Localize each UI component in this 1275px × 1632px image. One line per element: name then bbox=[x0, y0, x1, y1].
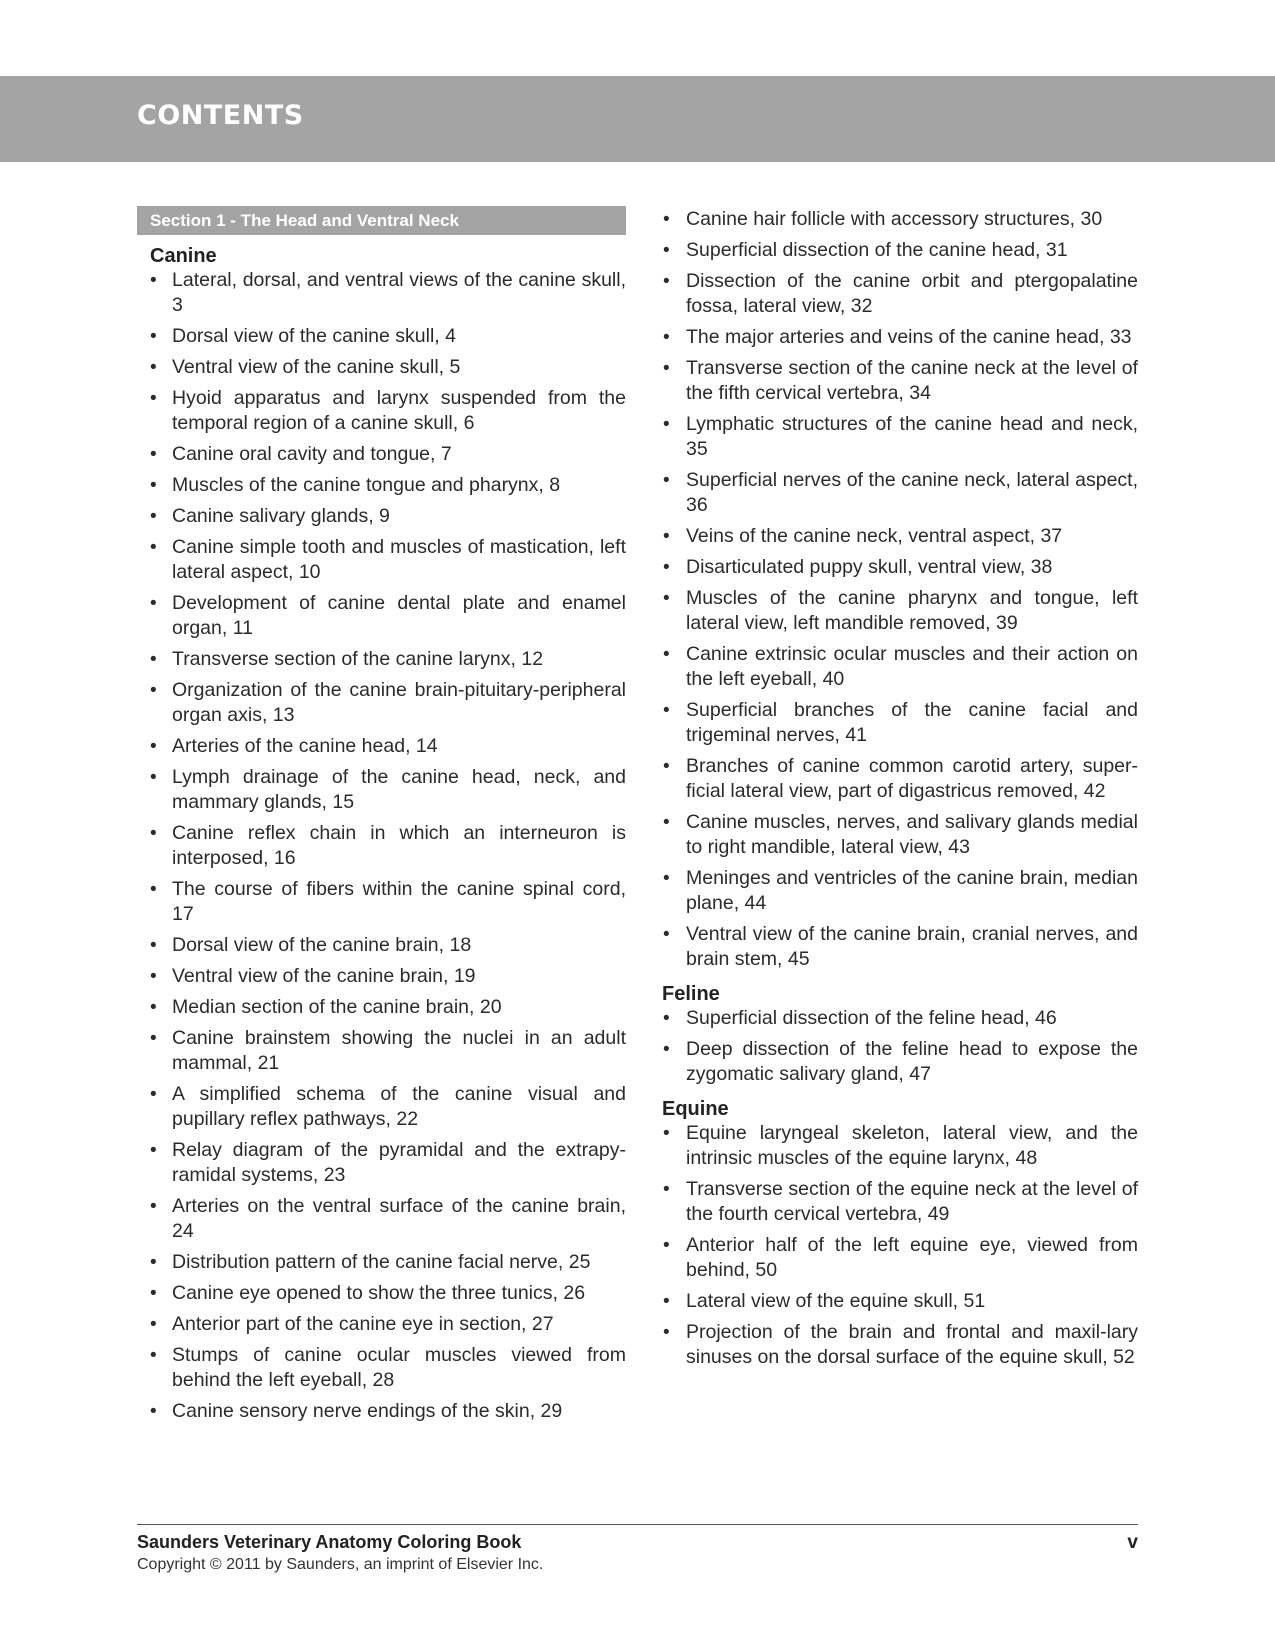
toc-entry bbox=[137, 1082, 626, 1132]
toc-entry bbox=[137, 268, 626, 318]
toc-entry-text: The course of fibers within the canine spinal cord, 17 bbox=[172, 878, 626, 925]
toc-entry-text: Arteries on the ventral surface of the canine brain, 24 bbox=[172, 1195, 626, 1242]
bullet-icon: • bbox=[663, 327, 670, 348]
toc-entry-text: Ventral view of the canine brain, 19 bbox=[172, 965, 476, 987]
toc-entry-text: Superficial branches of the canine facial and trigeminal nerves, 41 bbox=[686, 699, 1138, 746]
toc-entry bbox=[649, 269, 1138, 319]
toc-entry bbox=[649, 207, 1138, 232]
bullet-icon: • bbox=[150, 475, 157, 496]
toc-entry bbox=[649, 555, 1138, 580]
toc-entry bbox=[137, 1281, 626, 1306]
toc-entry-text: Branches of canine common carotid artery, super-ficial lateral view, part of digastricus removed, 42 bbox=[686, 755, 1138, 802]
toc-entry bbox=[649, 238, 1138, 263]
toc-entry bbox=[137, 1138, 626, 1188]
bullet-icon: • bbox=[150, 537, 157, 558]
toc-entry bbox=[137, 324, 626, 349]
toc-entry bbox=[137, 647, 626, 672]
bullet-icon: • bbox=[150, 388, 157, 409]
toc-entry-text: Anterior half of the left equine eye, viewed from behind, 50 bbox=[686, 1234, 1138, 1281]
bullet-icon: • bbox=[663, 1291, 670, 1312]
toc-entry bbox=[649, 524, 1138, 549]
toc-entry-text: Veins of the canine neck, ventral aspect, 37 bbox=[686, 525, 1063, 547]
right-column bbox=[649, 207, 1138, 1376]
bullet-icon: • bbox=[150, 1345, 157, 1366]
toc-entry bbox=[137, 535, 626, 585]
toc-entry-text: Lateral view of the equine skull, 51 bbox=[686, 1290, 986, 1312]
toc-entry bbox=[137, 821, 626, 871]
bullet-icon: • bbox=[663, 868, 670, 889]
bullet-icon: • bbox=[150, 326, 157, 347]
toc-entry bbox=[137, 1399, 626, 1424]
page-number: v bbox=[1127, 1532, 1138, 1553]
toc-entry-text: Canine simple tooth and muscles of mastication, left lateral aspect, 10 bbox=[172, 536, 626, 583]
toc-entry-text: Lymph drainage of the canine head, neck, and mammary glands, 15 bbox=[172, 766, 626, 813]
bullet-icon: • bbox=[150, 1314, 157, 1335]
toc-entry bbox=[137, 442, 626, 467]
bullet-icon: • bbox=[150, 1196, 157, 1217]
bullet-icon: • bbox=[663, 470, 670, 491]
bullet-icon: • bbox=[150, 823, 157, 844]
toc-entry-text: Ventral view of the canine brain, cranial nerves, and brain stem, 45 bbox=[686, 923, 1138, 970]
toc-entry-text: Lateral, dorsal, and ventral views of the canine skull, 3 bbox=[172, 269, 626, 316]
toc-entry bbox=[649, 1121, 1138, 1171]
toc-entry bbox=[649, 1320, 1138, 1370]
bullet-icon: • bbox=[663, 526, 670, 547]
bullet-icon: • bbox=[150, 1283, 157, 1304]
toc-entry-text: Dissection of the canine orbit and ptergopalatine fossa, lateral view, 32 bbox=[686, 270, 1138, 317]
toc-entry-text: Relay diagram of the pyramidal and the extrapy-ramidal systems, 23 bbox=[172, 1139, 626, 1186]
toc-entry-text: Meninges and ventricles of the canine brain, median plane, 44 bbox=[686, 867, 1138, 914]
bullet-icon: • bbox=[663, 1123, 670, 1144]
toc-entry-text: Transverse section of the equine neck at the level of the fourth cervical vertebra, 49 bbox=[686, 1178, 1138, 1225]
page-title: CONTENTS bbox=[137, 100, 304, 131]
toc-entry bbox=[649, 412, 1138, 462]
toc-entry-text: The major arteries and veins of the canine head, 33 bbox=[686, 326, 1132, 348]
bullet-icon: • bbox=[150, 1140, 157, 1161]
bullet-icon: • bbox=[150, 879, 157, 900]
toc-entry bbox=[649, 922, 1138, 972]
toc-entry-text: Muscles of the canine pharynx and tongue, left lateral view, left mandible removed, 39 bbox=[686, 587, 1138, 634]
group-title-canine: Canine bbox=[150, 245, 217, 267]
toc-entry-text: Muscles of the canine tongue and pharynx, 8 bbox=[172, 474, 561, 496]
footer-copyright: Copyright © 2011 by Saunders, an imprint of Elsevier Inc. bbox=[137, 1556, 544, 1573]
toc-entry bbox=[649, 810, 1138, 860]
bullet-icon: • bbox=[663, 414, 670, 435]
bullet-icon: • bbox=[663, 588, 670, 609]
toc-entry-text: Lymphatic structures of the canine head and neck, 35 bbox=[686, 413, 1138, 460]
toc-entry-text: A simplified schema of the canine visual and pupillary reflex pathways, 22 bbox=[172, 1083, 626, 1130]
toc-entry bbox=[649, 1037, 1138, 1087]
bullet-icon: • bbox=[150, 593, 157, 614]
bullet-icon: • bbox=[150, 1401, 157, 1422]
bullet-icon: • bbox=[150, 506, 157, 527]
toc-entry bbox=[649, 468, 1138, 518]
bullet-icon: • bbox=[663, 1322, 670, 1343]
toc-entry bbox=[137, 355, 626, 380]
toc-entry bbox=[137, 1250, 626, 1275]
toc-entry bbox=[137, 995, 626, 1020]
toc-entry bbox=[137, 765, 626, 815]
toc-entry-text: Canine brainstem showing the nuclei in an adult mammal, 21 bbox=[172, 1027, 626, 1074]
toc-entry bbox=[649, 1006, 1138, 1031]
toc-entry bbox=[137, 734, 626, 759]
toc-entry-text: Canine eye opened to show the three tunics, 26 bbox=[172, 1282, 586, 1304]
bullet-icon: • bbox=[663, 358, 670, 379]
toc-entry-text: Projection of the brain and frontal and maxil-lary sinuses on the dorsal surface of the equine skull, 52 bbox=[686, 1321, 1138, 1368]
footer-book-title: Saunders Veterinary Anatomy Coloring Book bbox=[137, 1532, 522, 1552]
toc-entry bbox=[649, 754, 1138, 804]
toc-entry bbox=[137, 964, 626, 989]
toc-entry-text: Ventral view of the canine skull, 5 bbox=[172, 356, 461, 378]
toc-entry bbox=[137, 1312, 626, 1337]
bullet-icon: • bbox=[150, 997, 157, 1018]
group-title-equine: Equine bbox=[662, 1098, 729, 1120]
toc-entry bbox=[137, 1194, 626, 1244]
toc-entry-text: Development of canine dental plate and enamel organ, 11 bbox=[172, 592, 626, 639]
toc-entry-text: Superficial dissection of the feline head, 46 bbox=[686, 1007, 1057, 1029]
bullet-icon: • bbox=[663, 1235, 670, 1256]
bullet-icon: • bbox=[150, 935, 157, 956]
toc-entry bbox=[649, 1289, 1138, 1314]
toc-entry bbox=[649, 698, 1138, 748]
canine-entries-left bbox=[137, 268, 626, 1424]
toc-entry-text: Canine hair follicle with accessory structures, 30 bbox=[686, 208, 1103, 230]
bullet-icon: • bbox=[150, 1028, 157, 1049]
bullet-icon: • bbox=[150, 444, 157, 465]
toc-entry-text: Superficial nerves of the canine neck, lateral aspect, 36 bbox=[686, 469, 1138, 516]
bullet-icon: • bbox=[663, 1008, 670, 1029]
bullet-icon: • bbox=[150, 767, 157, 788]
toc-entry-text: Hyoid apparatus and larynx suspended from the temporal region of a canine skull, 6 bbox=[172, 387, 626, 434]
toc-entry bbox=[137, 1026, 626, 1076]
toc-entry-text: Distribution pattern of the canine facial nerve, 25 bbox=[172, 1251, 591, 1273]
toc-entry-text: Canine salivary glands, 9 bbox=[172, 505, 390, 527]
toc-entry bbox=[137, 933, 626, 958]
toc-entry-text: Arteries of the canine head, 14 bbox=[172, 735, 438, 757]
group-title-feline: Feline bbox=[662, 983, 720, 1005]
toc-entry-text: Dorsal view of the canine skull, 4 bbox=[172, 325, 456, 347]
toc-entry bbox=[649, 325, 1138, 350]
bullet-icon: • bbox=[663, 209, 670, 230]
toc-entry-text: Organization of the canine brain-pituitary-peripheral organ axis, 13 bbox=[172, 679, 626, 726]
toc-entry bbox=[649, 1177, 1138, 1227]
bullet-icon: • bbox=[663, 924, 670, 945]
toc-entry-text: Stumps of canine ocular muscles viewed from behind the left eyeball, 28 bbox=[172, 1344, 626, 1391]
toc-entry bbox=[137, 1343, 626, 1393]
bullet-icon: • bbox=[150, 736, 157, 757]
bullet-icon: • bbox=[663, 644, 670, 665]
feline-entries bbox=[649, 1006, 1138, 1087]
canine-entries-right bbox=[649, 207, 1138, 972]
bullet-icon: • bbox=[150, 357, 157, 378]
toc-entry-text: Canine oral cavity and tongue, 7 bbox=[172, 443, 452, 465]
bullet-icon: • bbox=[150, 270, 157, 291]
bullet-icon: • bbox=[150, 649, 157, 670]
toc-entry bbox=[137, 386, 626, 436]
toc-entry bbox=[649, 866, 1138, 916]
toc-entry bbox=[137, 591, 626, 641]
toc-entry-text: Transverse section of the canine larynx, 12 bbox=[172, 648, 544, 670]
toc-entry bbox=[649, 1233, 1138, 1283]
bullet-icon: • bbox=[663, 1039, 670, 1060]
toc-entry-text: Canine extrinsic ocular muscles and their action on the left eyeball, 40 bbox=[686, 643, 1138, 690]
toc-entry-text: Median section of the canine brain, 20 bbox=[172, 996, 502, 1018]
toc-entry-text: Disarticulated puppy skull, ventral view, 38 bbox=[686, 556, 1053, 578]
bullet-icon: • bbox=[663, 240, 670, 261]
toc-entry bbox=[137, 504, 626, 529]
toc-entry bbox=[649, 642, 1138, 692]
toc-entry-text: Dorsal view of the canine brain, 18 bbox=[172, 934, 472, 956]
toc-entry bbox=[137, 877, 626, 927]
bullet-icon: • bbox=[150, 1252, 157, 1273]
toc-entry-text: Superficial dissection of the canine head, 31 bbox=[686, 239, 1068, 261]
toc-entry bbox=[137, 473, 626, 498]
toc-entry-text: Deep dissection of the feline head to expose the zygomatic salivary gland, 47 bbox=[686, 1038, 1138, 1085]
toc-entry-text: Anterior part of the canine eye in section, 27 bbox=[172, 1313, 554, 1335]
bullet-icon: • bbox=[663, 812, 670, 833]
left-column bbox=[137, 206, 626, 1430]
toc-entry bbox=[137, 678, 626, 728]
bullet-icon: • bbox=[150, 966, 157, 987]
bullet-icon: • bbox=[150, 1084, 157, 1105]
bullet-icon: • bbox=[663, 756, 670, 777]
toc-entry-text: Canine reflex chain in which an interneuron is interposed, 16 bbox=[172, 822, 626, 869]
bullet-icon: • bbox=[663, 557, 670, 578]
toc-entry-text: Canine sensory nerve endings of the skin, 29 bbox=[172, 1400, 563, 1422]
toc-entry-text: Canine muscles, nerves, and salivary glands medial to right mandible, lateral view, 43 bbox=[686, 811, 1138, 858]
toc-entry-text: Equine laryngeal skeleton, lateral view, and the intrinsic muscles of the equine larynx, 48 bbox=[686, 1122, 1138, 1169]
footer-divider bbox=[137, 1524, 1138, 1525]
bullet-icon: • bbox=[663, 271, 670, 292]
bullet-icon: • bbox=[150, 680, 157, 701]
bullet-icon: • bbox=[663, 700, 670, 721]
toc-entry bbox=[649, 586, 1138, 636]
toc-entry bbox=[649, 356, 1138, 406]
section-heading: Section 1 - The Head and Ventral Neck bbox=[137, 206, 626, 235]
equine-entries bbox=[649, 1121, 1138, 1370]
bullet-icon: • bbox=[663, 1179, 670, 1200]
toc-entry-text: Transverse section of the canine neck at the level of the fifth cervical vertebra, 34 bbox=[686, 357, 1138, 404]
